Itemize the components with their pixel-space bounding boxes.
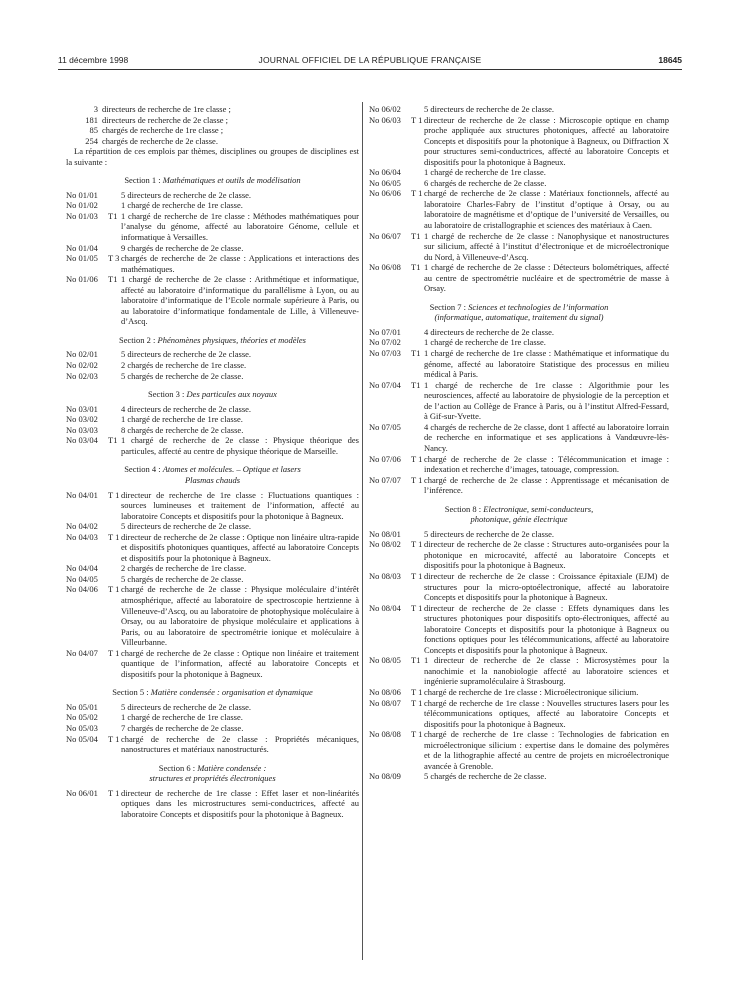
entry-type: [108, 563, 121, 574]
section-title: Mathématiques et outils de modélisation: [162, 175, 301, 186]
entry-type: T 1: [108, 584, 120, 595]
entry-code: No 06/04: [369, 167, 401, 178]
entry-type: [411, 327, 424, 338]
entry-code: No 07/02: [369, 337, 401, 348]
entry-code: No 03/04: [66, 435, 98, 446]
intro-line: [66, 136, 359, 147]
entry-code: No 04/01: [66, 489, 98, 500]
entry-text: 1 chargé de recherche de 2e classe : Physique théorique des particules, affecté au centre de physique théorique de Marseille.: [121, 435, 359, 456]
entry-row: [66, 190, 359, 201]
entry-row: [66, 274, 359, 327]
intro-block: [66, 104, 359, 167]
entry-row: [369, 231, 669, 263]
section-prefix: Section 2 :: [119, 334, 158, 345]
section-heading: [369, 504, 669, 525]
entry-type: [108, 712, 121, 723]
entry-text: 1 chargé de recherche de 1re classe : Mathématique et informatique du génome, affecté au laboratoire Statistique des processus en milieu médical à Paris.: [424, 348, 669, 380]
entry-code: No 05/04: [66, 733, 98, 744]
section-title: Phénomènes physiques, théories et modèles: [157, 334, 306, 345]
intro-count: 85: [89, 125, 98, 136]
entry-text: 1 chargé de recherche de 2e classe : Détecteurs bolométriques, affecté au centre de spectrométrie nucléaire et de spectrométrie de masse à Orsay.: [424, 262, 669, 294]
entry-row: [369, 454, 669, 475]
entry-code: No 08/06: [369, 686, 401, 697]
section-block: [66, 687, 359, 754]
entry-code: No 01/03: [66, 210, 98, 221]
entry-type: T 3: [108, 253, 120, 264]
entry-row: [66, 734, 359, 755]
section-title: Electronique, semi-conducteurs,: [483, 503, 594, 514]
entry-type: [108, 190, 121, 201]
entry-row: [369, 729, 669, 771]
entry-row: [369, 178, 669, 189]
section-block: [369, 504, 669, 782]
entry-type: T 1: [108, 787, 120, 798]
entry-text: 5 directeurs de recherche de 2e classe.: [121, 521, 252, 532]
entry-code: No 06/07: [369, 230, 401, 241]
intro-count: 3: [93, 104, 98, 114]
column-divider: [362, 102, 363, 960]
entry-type: [108, 723, 121, 734]
entry-row: [66, 414, 359, 425]
section-prefix: Section 8 :: [444, 503, 484, 514]
right-lead-entries: [369, 104, 669, 294]
entry-row: [66, 404, 359, 415]
section-title: Des particules aux noyaux: [186, 389, 277, 400]
entry-text: directeur de recherche de 1re classe : Effet laser et non-linéarités optiques dans les microstructures semi-conductrices, affecté au laboratoire Concepts et dispositifs pour la photonique à Bagneux.: [121, 787, 359, 819]
entry-type: T1: [108, 435, 118, 446]
entry-text: chargé de recherche de 1re classe : Technologies de fabrication en microélectronique silicium : expertise dans le domaine des polymères et de la lithographie affecté au centre de projets en microélectronique avancée à Grenoble.: [424, 729, 669, 771]
entry-text: 2 chargés de recherche de 1re classe.: [121, 563, 247, 574]
entry-text: chargé de recherche de 1re classe : Nouvelles structures lasers pour les télécommunications optiques, affecté au laboratoire Concepts et dispositifs pour la photonique à Bagneux.: [424, 697, 669, 729]
entry-row: [66, 788, 359, 820]
entry-code: No 06/03: [369, 114, 401, 125]
entry-row: [369, 539, 669, 571]
entry-type: T 1: [411, 697, 423, 708]
section-prefix: Section 6 :: [158, 762, 198, 773]
section-heading: [66, 335, 359, 346]
entry-row: [66, 349, 359, 360]
entry-code: No 01/01: [66, 189, 98, 200]
entry-row: [369, 475, 669, 496]
entry-text: 1 chargé de recherche de 1re classe : Méthodes mathématiques pour l’analyse du génome, affecté au laboratoire Génome, cellule et informatique à Versailles.: [121, 210, 359, 243]
entry-row: [66, 563, 359, 574]
intro-text: directeurs de recherche de 1re classe ;: [102, 104, 231, 114]
entry-text: 1 chargé de recherche de 1re classe : Algorithmie pour les neurosciences, affecté au laboratoire de physiologie de la perception et de l’action au Collège de France à Paris, ou à l’institut Alfred-Fessard, à Gif-sur-Yvette.: [424, 379, 669, 422]
entry-text: directeur de recherche de 2e classe : Microscopie optique en champ proche appliquée aux structures photoniques, affecté au laboratoire Concepts et dispositifs pour la photonique à Bagneux, ou Diffraction X pour structures semi-conductrices, affecté au laboratoire Concepts et dispositifs pour la photonique à Bagneux.: [424, 114, 669, 167]
entry-row: [369, 571, 669, 603]
entry-code: No 03/03: [66, 424, 98, 435]
entry-row: [369, 603, 669, 656]
entry-text: 4 directeurs de recherche de 2e classe.: [121, 403, 252, 414]
entry-row: [66, 702, 359, 713]
entry-text: chargé de recherche de 2e classe : Optique non linéaire et traitement quantique de l’information, affecté au laboratoire Concepts et dispositifs pour la photonique à Bagneux.: [121, 647, 359, 679]
entry-type: T 1: [108, 531, 120, 542]
entry-code: No 04/03: [66, 531, 98, 542]
entry-row: [369, 337, 669, 348]
entry-row: [369, 348, 669, 380]
entry-code: No 05/02: [66, 712, 98, 723]
entry-row: [66, 712, 359, 723]
entry-row: [66, 521, 359, 532]
entry-text: 1 chargé de recherche de 1re classe.: [424, 337, 546, 348]
section-title: Matière condensée : organisation et dynamique: [150, 687, 313, 698]
entry-type: T 1: [411, 114, 423, 125]
entry-text: directeur de recherche de 2e classe : Effets dynamiques dans les structures photoniques pour dispositifs opto-électroniques, affecté au laboratoire Concepts et dispositifs pour la photonique à Bagneux ou fonctions optiques pour les télécommunications, affecté au laboratoire Concepts et dispositifs pour la photonique à Bagneux.: [424, 602, 669, 655]
entry-row: [369, 327, 669, 338]
header-rule: [58, 69, 682, 70]
entry-code: No 06/06: [369, 188, 401, 199]
entry-type: [108, 360, 121, 371]
entry-code: No 06/05: [369, 177, 401, 188]
entry-type: T 1: [411, 453, 423, 464]
entry-type: T1: [411, 230, 421, 241]
entry-code: No 06/08: [369, 262, 401, 273]
entry-text: 1 chargé de recherche de 1re classe.: [121, 414, 243, 425]
intro-line: [66, 104, 359, 115]
entry-code: No 07/03: [369, 348, 401, 359]
entry-row: [369, 771, 669, 782]
entry-text: 1 directeur de recherche de 2e classe : Microsystèmes pour la nanochimie et la nanobiologie affecté au laboratoire sciences et ingénierie supramoléculaire à Strasbourg.: [424, 655, 669, 687]
entry-row: [369, 115, 669, 168]
intro-line: [66, 115, 359, 126]
right-sections: [369, 302, 669, 782]
entry-code: No 03/02: [66, 414, 98, 425]
entry-text: 1 chargé de recherche de 1re classe.: [121, 712, 243, 723]
entry-type: T 1: [108, 733, 120, 744]
entry-type: T 1: [411, 686, 423, 697]
entry-row: [66, 532, 359, 564]
entry-text: 5 chargés de recherche de 2e classe.: [121, 573, 244, 584]
entry-type: T1: [411, 262, 421, 273]
entry-type: [411, 104, 424, 115]
entry-type: [108, 702, 121, 713]
intro-count: 181: [85, 114, 98, 125]
entry-type: [411, 178, 424, 189]
entry-code: No 01/04: [66, 242, 98, 253]
entry-type: T 1: [411, 602, 423, 613]
entry-text: chargé de recherche de 2e classe : Propriétés mécaniques, nanostructures et matériaux nanostructurés.: [121, 733, 359, 755]
entry-code: No 08/03: [369, 570, 401, 581]
entry-text: directeur de recherche de 2e classe : Structures auto-organisées pour la photonique en microcavité, affecté au laboratoire Concepts et dispositifs pour la photonique à Bagneux.: [424, 539, 669, 571]
section-title: Matière condensée :: [197, 762, 267, 773]
intro-text: chargés de recherche de 1re classe ;: [102, 125, 224, 136]
intro-line: [66, 125, 359, 136]
entry-row: [66, 211, 359, 243]
section-block: [66, 763, 359, 820]
section-title: Plasmas chauds: [184, 474, 240, 485]
entry-type: [411, 771, 424, 782]
entry-text: 1 chargé de recherche de 1re classe.: [424, 167, 546, 178]
entry-code: No 04/06: [66, 584, 98, 595]
entry-code: No 02/02: [66, 360, 98, 371]
entry-type: T 1: [411, 539, 423, 550]
section-prefix: Section 7 :: [429, 301, 469, 312]
entry-text: 5 directeurs de recherche de 2e classe.: [424, 104, 555, 114]
entry-row: [66, 360, 359, 371]
entry-text: 8 chargés de recherche de 2e classe.: [121, 424, 244, 435]
entry-text: 7 chargés de recherche de 2e classe.: [121, 722, 244, 733]
section-title: (informatique, automatique, traitement du signal): [434, 312, 604, 323]
entry-text: 1 chargé de recherche de 1re classe.: [121, 200, 243, 211]
section-block: [66, 175, 359, 327]
section-block: [369, 302, 669, 496]
entry-type: [108, 243, 121, 254]
entry-type: T 1: [411, 474, 423, 485]
left-sections: [66, 175, 359, 819]
section-prefix: Section 3 :: [148, 389, 187, 400]
entry-type: T1: [411, 379, 421, 390]
entry-code: No 05/03: [66, 722, 98, 733]
entry-row: [369, 104, 669, 115]
entry-row: [369, 380, 669, 422]
entry-code: No 01/05: [66, 253, 98, 264]
entry-text: 5 directeurs de recherche de 2e classe.: [121, 349, 252, 360]
entry-type: T1: [411, 655, 421, 666]
entry-code: No 02/03: [66, 370, 98, 381]
entry-type: [108, 425, 121, 436]
intro-paragraph: La répartition de ces emplois par thèmes, disciplines ou groupes de disciplines est la suivante :: [66, 146, 359, 167]
section-heading: [66, 175, 359, 186]
entry-type: [108, 200, 121, 211]
entry-row: [369, 262, 669, 294]
entry-code: No 08/08: [369, 729, 401, 740]
entry-row: [66, 574, 359, 585]
entry-code: No 08/02: [369, 539, 401, 550]
entry-text: 4 directeurs de recherche de 2e classe.: [424, 326, 555, 337]
entry-code: No 08/07: [369, 697, 401, 708]
intro-count: 254: [85, 135, 98, 146]
section-heading: [369, 302, 669, 323]
entry-code: No 07/04: [369, 379, 401, 390]
entry-row: [66, 425, 359, 436]
entry-code: No 05/01: [66, 701, 98, 712]
entry-text: 5 directeurs de recherche de 2e classe.: [121, 701, 252, 712]
section-prefix: Section 1 :: [124, 175, 163, 186]
entry-row: [66, 648, 359, 680]
entry-type: T 1: [108, 647, 120, 658]
intro-text: directeurs de recherche de 2e classe ;: [102, 114, 229, 125]
entry-type: [411, 422, 424, 454]
section-title: structures et propriétés électroniques: [149, 773, 276, 784]
section-block: [66, 464, 359, 679]
right-column: [369, 104, 669, 782]
entry-type: [411, 167, 424, 178]
entry-code: No 07/07: [369, 474, 401, 485]
section-heading: [66, 464, 359, 485]
entry-code: No 01/02: [66, 200, 98, 211]
intro-text: chargés de recherche de 2e classe.: [102, 135, 218, 146]
section-heading: [66, 687, 359, 698]
entry-code: No 08/04: [369, 602, 401, 613]
section-prefix: Section 4 :: [124, 464, 163, 475]
entry-row: [66, 584, 359, 647]
entry-type: T1: [108, 274, 118, 285]
entry-row: [66, 200, 359, 211]
entry-type: [411, 529, 424, 540]
entry-type: [108, 371, 121, 382]
entry-type: [108, 574, 121, 585]
entry-text: chargé de recherche de 2e classe : Physique moléculaire d’intérêt atmosphérique, affecté au laboratoire de spectroscopie hertzienne à Villeneuve-d’Ascq, ou au laboratoire de photophysique moléculaire à Orsay, ou au laboratoire de physique moléculaire et applications à Paris, ou au laboratoire de spectrométrie ionique et moléculaire à Villeurbanne.: [121, 584, 359, 648]
entry-code: No 07/05: [369, 421, 401, 432]
entry-type: T1: [108, 210, 118, 221]
section-block: [66, 389, 359, 456]
entry-code: No 07/06: [369, 453, 401, 464]
entry-text: 4 chargés de recherche de 2e classe, dont 1 affecté au laboratoire lorrain de recherche en informatique et ses applications à Vandœuvre-lès-Nancy.: [424, 421, 669, 453]
page-number: 18645: [658, 55, 682, 65]
entry-row: [369, 167, 669, 178]
entry-row: [66, 253, 359, 274]
entry-text: 2 chargés de recherche de 1re classe.: [121, 360, 247, 371]
section-title: Sciences et technologies de l’information: [468, 301, 609, 312]
journal-title: JOURNAL OFFICIEL DE LA RÉPUBLIQUE FRANÇAISE: [258, 55, 482, 65]
entry-text: directeur de recherche de 2e classe : Croissance épitaxiale (EJM) de structures pour la micro-optoélectronique, affecté au laboratoire Concepts et dispositifs pour la photonique à Bagneux.: [424, 570, 669, 603]
entry-text: chargé de recherche de 1re classe : Microélectronique silicium.: [424, 686, 639, 697]
entry-row: [369, 655, 669, 687]
entry-row: [369, 698, 669, 730]
entry-code: No 06/01: [66, 787, 98, 798]
entry-row: [66, 723, 359, 734]
entry-row: [369, 687, 669, 698]
entry-type: [108, 414, 121, 425]
entry-text: 5 directeurs de recherche de 2e classe.: [121, 189, 252, 200]
entry-type: T 1: [411, 729, 423, 740]
entry-row: [66, 243, 359, 254]
entry-text: chargé de recherche de 2e classe : Télécommunication et image : indexation et recherche d’images, tatouage, compression.: [424, 453, 669, 475]
entry-text: chargé de recherche de 2e classe : Apprentissage et mécanisation de l’inférence.: [424, 474, 669, 496]
entry-code: No 01/06: [66, 274, 98, 285]
entry-row: [369, 529, 669, 540]
entry-code: No 06/02: [369, 104, 401, 114]
section-heading: [66, 763, 359, 784]
header-date: 11 décembre 1998: [58, 55, 129, 65]
left-column: [66, 104, 359, 819]
entry-text: 5 directeurs de recherche de 2e classe.: [424, 528, 555, 539]
entry-code: No 04/04: [66, 563, 98, 574]
section-prefix: Section 5 :: [112, 687, 151, 698]
entry-code: No 08/05: [369, 655, 401, 666]
entry-text: directeur de recherche de 1re classe : Fluctuations quantiques : sources lumineuses et traitement de l’information, affecté au laboratoire Concepts et dispositifs pour la photonique à Bagneux.: [121, 489, 359, 521]
section-heading: [66, 389, 359, 400]
entry-text: 1 chargé de recherche de 2e classe : Arithmétique et informatique, affecté au laboratoire d’informatique du parallélisme à Lyon, ou au laboratoire d’informatique de l’Ecole normale supérieure à Paris, ou au laboratoire d’informatique fondamentale de Lille, à Villeneuve-d’Ascq.: [121, 274, 359, 327]
entry-code: No 04/02: [66, 521, 98, 532]
entry-code: No 02/01: [66, 349, 98, 360]
section-title: photonique, génie électrique: [470, 514, 568, 525]
entry-type: [108, 404, 121, 415]
entry-code: No 03/01: [66, 403, 98, 414]
entry-code: No 07/01: [369, 326, 401, 337]
entry-row: [369, 422, 669, 454]
entry-code: No 04/07: [66, 647, 98, 658]
section-block: [66, 335, 359, 381]
entry-row: [66, 435, 359, 456]
entry-type: [108, 521, 121, 532]
entry-text: 6 chargés de recherche de 2e classe.: [424, 177, 547, 188]
entry-text: chargé de recherche de 2e classe : Matériaux fonctionnels, affecté au laboratoire Charles-Fabry de l’institut d’optique à Orsay, ou au laboratoire de magnétisme et d’optique de l’université de Versailles, ou au laboratoire de cristallographie et sciences des matériaux à Caen.: [424, 188, 669, 231]
entry-text: 1 chargé de recherche de 2e classe : Nanophysique et nanostructures sur silicium, affecté à l’institut d’électronique et de microélectronique du Nord, à Villeneuve-d’Ascq.: [424, 230, 669, 262]
entry-type: T 1: [411, 570, 423, 581]
entry-type: T 1: [108, 489, 120, 500]
entry-code: No 08/09: [369, 771, 401, 782]
entry-row: [66, 371, 359, 382]
entry-text: chargés de recherche de 2e classe : Applications et interactions des mathématiques.: [121, 253, 359, 274]
entry-code: No 08/01: [369, 528, 401, 539]
entry-row: [66, 490, 359, 522]
entry-type: T1: [411, 348, 421, 359]
entry-text: 9 chargés de recherche de 2e classe.: [121, 242, 244, 253]
entry-text: directeur de recherche de 2e classe : Optique non linéaire ultra-rapide et dispositifs photoniques quantiques, affecté au laboratoire Concepts et dispositifs pour la photonique à Bagneux.: [121, 531, 359, 563]
entry-text: 5 chargés de recherche de 2e classe.: [121, 370, 244, 381]
entry-type: T 1: [411, 188, 423, 199]
section-title: Atomes et molécules. – Optique et lasers: [162, 464, 301, 475]
entry-code: No 04/05: [66, 573, 98, 584]
entry-type: [108, 349, 121, 360]
entry-type: [411, 337, 424, 348]
page-header: [58, 55, 682, 69]
entry-row: [369, 188, 669, 230]
entry-text: 5 chargés de recherche de 2e classe.: [424, 771, 547, 782]
